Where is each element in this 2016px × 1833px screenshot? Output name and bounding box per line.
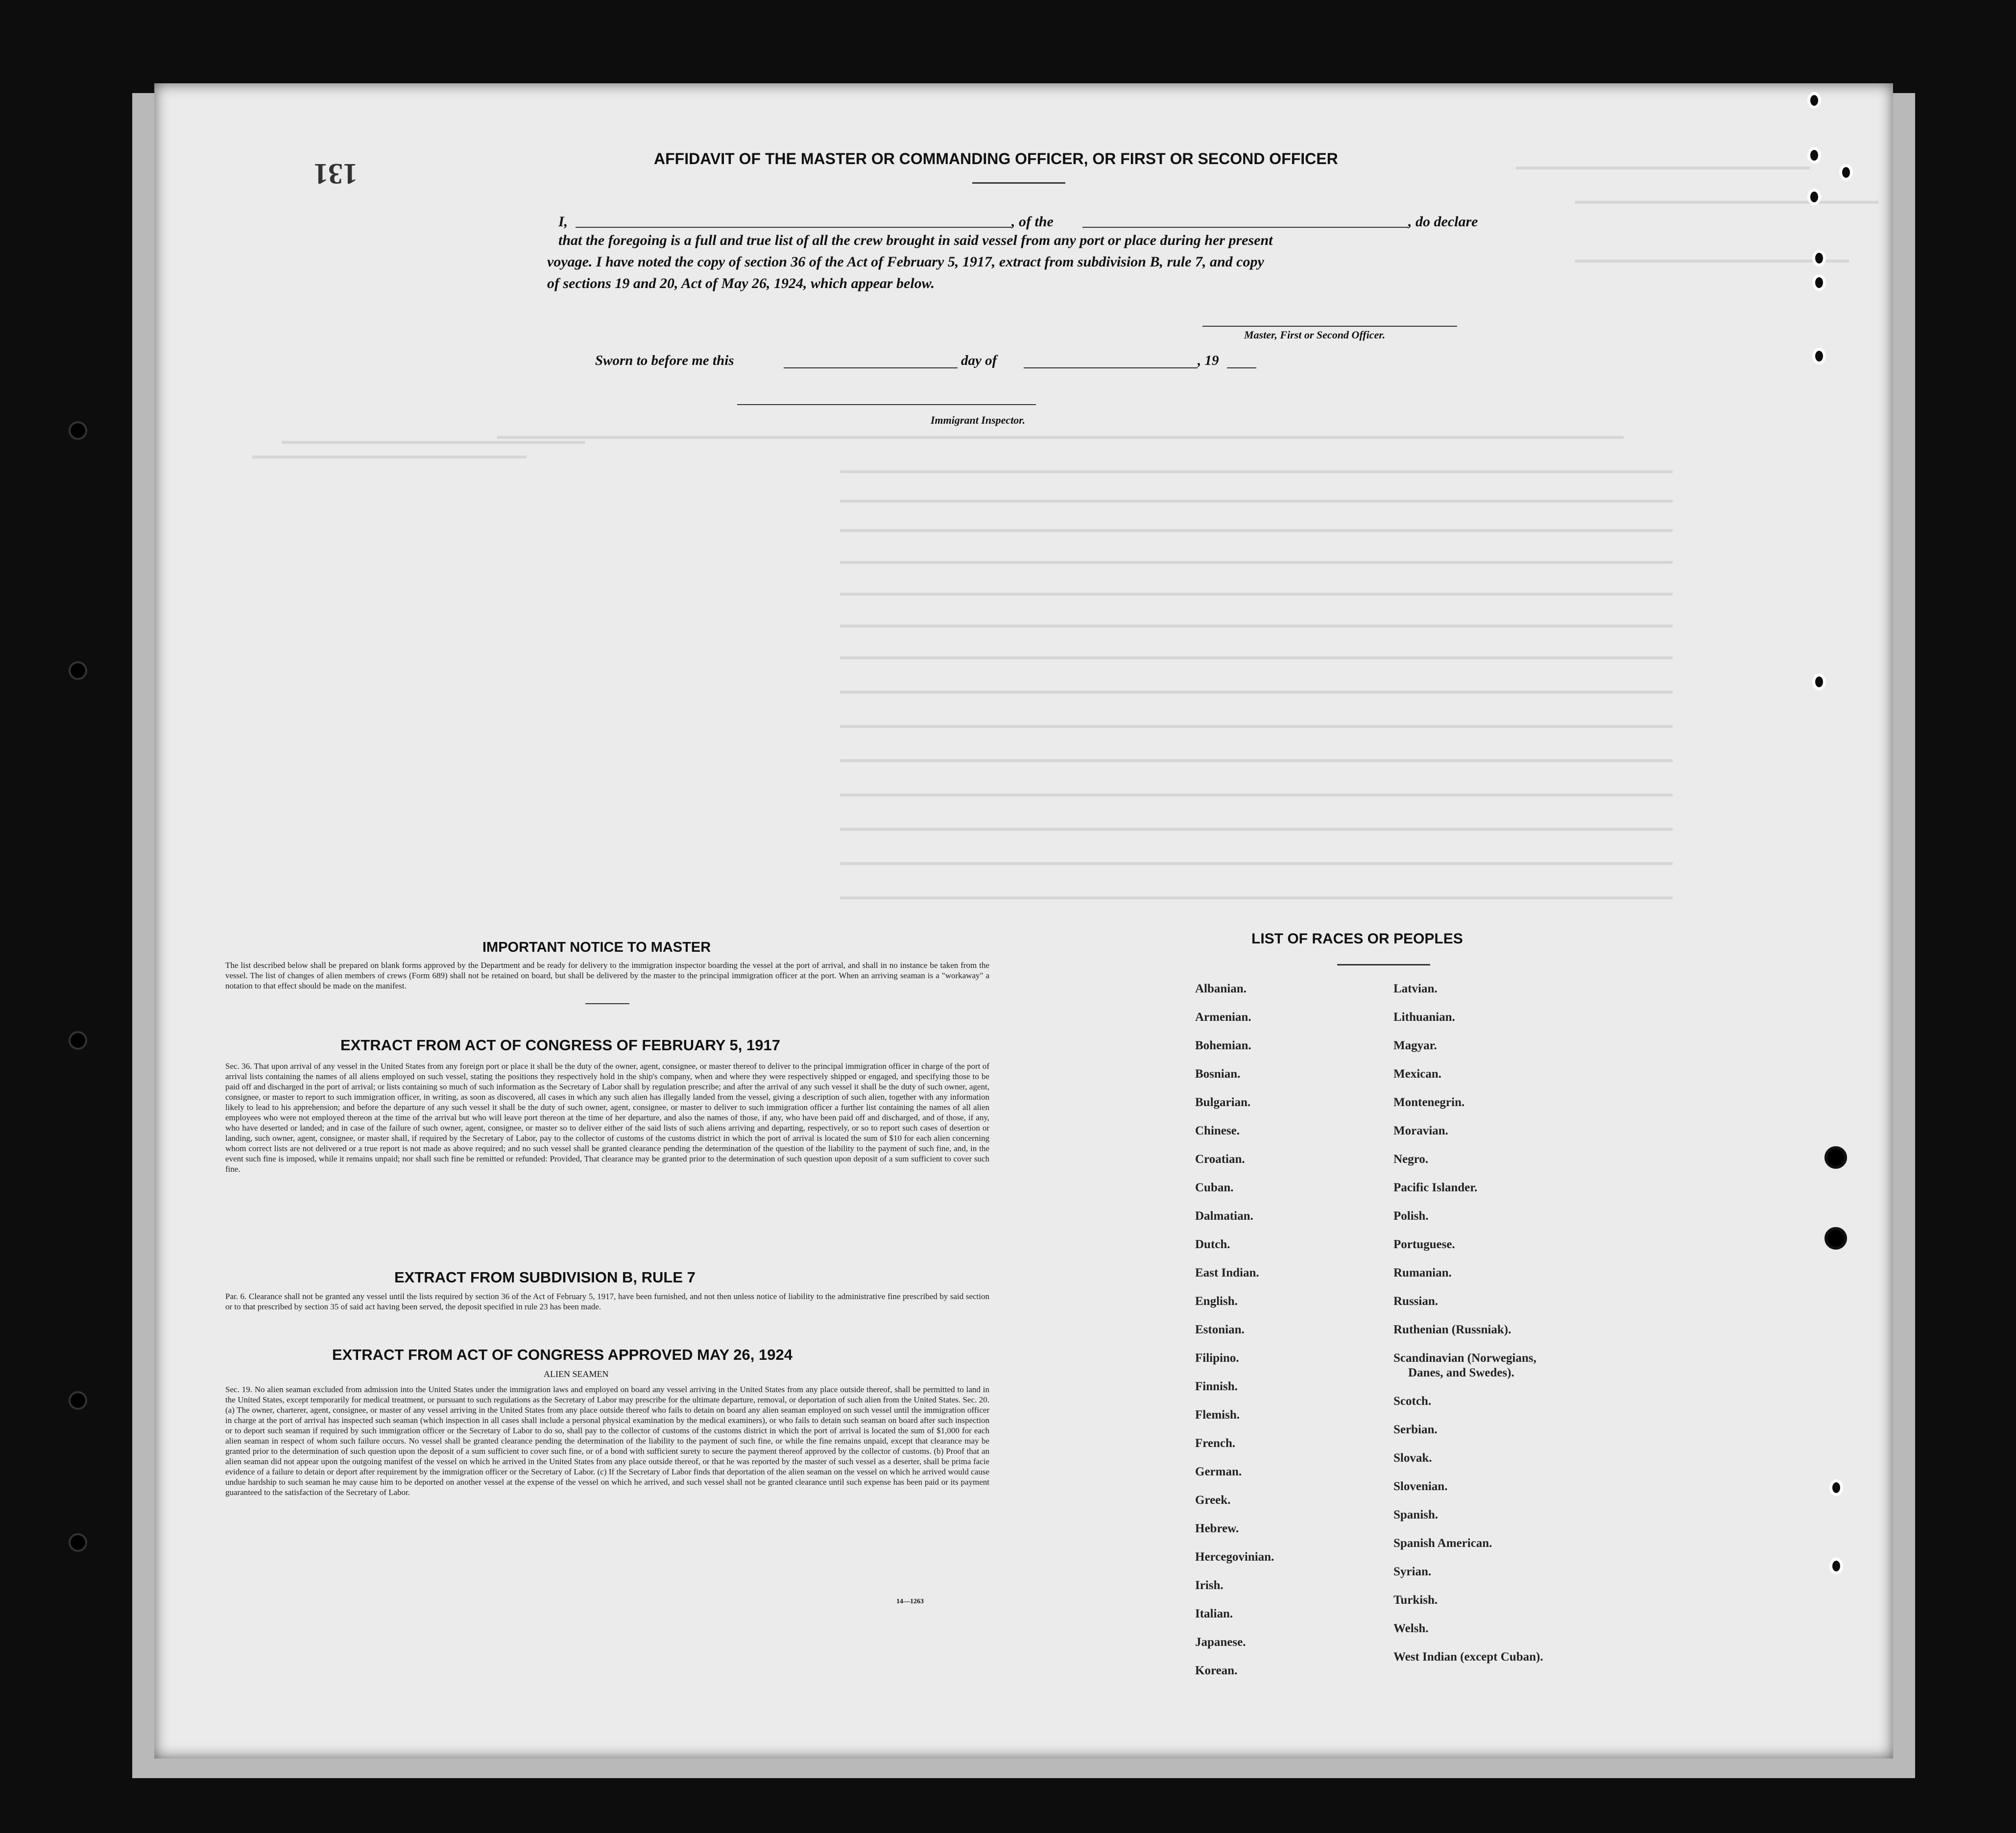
race-item: Scotch. xyxy=(1393,1395,1432,1408)
punch-hole xyxy=(1824,1227,1847,1250)
signature-label: Master, First or Second Officer. xyxy=(1244,329,1386,341)
race-item: Turkish. xyxy=(1393,1593,1438,1607)
sworn-month-blank xyxy=(1024,367,1198,368)
race-item: Hebrew. xyxy=(1195,1522,1239,1535)
race-item: Welsh. xyxy=(1393,1622,1429,1635)
races-column-1 xyxy=(1195,975,1274,1685)
inspector-label: Immigrant Inspector. xyxy=(931,414,1026,426)
affidavit-line-1-end: , do declare xyxy=(1408,214,1478,230)
race-item: Montenegrin. xyxy=(1393,1096,1465,1109)
bleed-through-text xyxy=(154,83,1893,1759)
affidavit-line-1-start: I, xyxy=(558,214,568,230)
extract-rule7-body: Par. 6. Clearance shall not be granted any vessel until the lists required by section 36 of the Act of February 5, 1917, have been furnished, and not then unless notice of liability to the administrative fine prescribed by said section or to that prescribed by section 35 of said act having been served, the deposit specified in rule 23 has been made. xyxy=(225,1292,989,1311)
affidavit-line-4: of sections 19 and 20, Act of May 26, 1924, which appear below. xyxy=(547,275,935,291)
race-item: Slovenian. xyxy=(1393,1480,1448,1493)
race-item: Scandinavian (Norwegians, xyxy=(1393,1351,1536,1365)
extract-rule7-title: EXTRACT FROM SUBDIVISION B, RULE 7 xyxy=(394,1269,696,1286)
race-item: Flemish. xyxy=(1195,1408,1240,1422)
name-blank xyxy=(576,227,1011,228)
punch-hole xyxy=(1812,274,1826,291)
races-column-2 xyxy=(1393,975,1543,1671)
race-item: Dutch. xyxy=(1195,1238,1230,1251)
binder-hole xyxy=(69,1031,87,1050)
race-item: English. xyxy=(1195,1295,1238,1308)
race-item: Korean. xyxy=(1195,1664,1238,1677)
binder-hole xyxy=(69,421,87,440)
race-item: Spanish American. xyxy=(1393,1537,1492,1550)
race-item: Estonian. xyxy=(1195,1323,1245,1336)
title-rule xyxy=(972,182,1065,184)
race-item: Moravian. xyxy=(1393,1124,1448,1137)
race-item: Armenian. xyxy=(1195,1011,1251,1024)
race-item: East Indian. xyxy=(1195,1266,1259,1279)
punch-hole xyxy=(1807,92,1821,109)
punch-hole xyxy=(1812,348,1826,364)
race-item: German. xyxy=(1195,1465,1242,1478)
affidavit-line-2: that the foregoing is a full and true list of all the crew brought in said vessel from any port or place during her present xyxy=(558,232,1273,248)
extract-1917-title: EXTRACT FROM ACT OF CONGRESS OF FEBRUARY 5, 1917 xyxy=(340,1037,780,1054)
binder-hole xyxy=(69,1391,87,1410)
race-item: Pacific Islander. xyxy=(1393,1181,1478,1194)
form-code: 14—1263 xyxy=(896,1598,924,1605)
punch-hole xyxy=(1839,164,1853,181)
race-item: Hercegovinian. xyxy=(1195,1550,1274,1564)
race-item: West Indian (except Cuban). xyxy=(1393,1650,1543,1664)
sworn-day-blank xyxy=(784,367,958,368)
races-rule xyxy=(1337,964,1430,965)
punch-hole xyxy=(1812,674,1826,690)
affidavit-line-3: voyage. I have noted the copy of section 36 of the Act of February 5, 1917, extract from subdivision B, rule 7, and copy xyxy=(547,254,1264,270)
race-item: Lithuanian. xyxy=(1393,1011,1455,1024)
race-item: Irish. xyxy=(1195,1579,1224,1592)
form-page xyxy=(154,83,1893,1759)
race-item: Syrian. xyxy=(1393,1565,1432,1578)
race-item: Bulgarian. xyxy=(1195,1096,1251,1109)
extract-1924-title: EXTRACT FROM ACT OF CONGRESS APPROVED MAY 26, 1924 xyxy=(332,1346,792,1363)
race-item: Spanish. xyxy=(1393,1508,1439,1521)
race-item: Filipino. xyxy=(1195,1351,1239,1365)
race-item: Ruthenian (Russniak). xyxy=(1393,1323,1512,1336)
race-item: Polish. xyxy=(1393,1209,1429,1223)
extract-1917-body: Sec. 36. That upon arrival of any vessel in the United States from any foreign port or place it shall be the duty of the owner, agent, consignee, or master thereof to deliver to the principal immigration officer in charge of the port of arrival lists containing the names of all aliens employed on such vessel, stating the positions they respectively hold in the ship's company, when and where they were respectively shipped or engaged, and specifying those to be paid off and discharged in the port of arrival; or lists containing so much of such information as the Secretary of Labor shall by regulation prescribe; and after the arrival of any such vessel it shall be the duty of such owner, agent, consignee, or master to report to such immigration officer, in writing, as soon as discovered, all cases in which any such alien has illegally landed from the vessel, giving a description of such alien, together with any information likely to lead to his apprehension; and before the departure of any such vessel it shall be the duty of such owner, agent, consignee, or master to deliver to such immigration officer a further list containing the names of all alien employees who were not employed thereon at the time of the arrival but who will leave port thereon at the time of her departure, and also the names of those, if any, who have been paid off and discharged, and of those, if any, who have deserted or landed; and in case of the failure of such owner, agent, consignee, or master so to deliver either of the said lists of such aliens arriving and departing, respectively, or so to report such cases of desertion or landing, such owner, agent, consignee, or master shall, if required by the Secretary of Labor, pay to the collector of customs of the customs district in which the port of arrival is located the sum of $10 for each alien concerning whom correct lists are not delivered or a true report is not made as above required; and no such vessel shall be granted clearance pending the determination of the question of the liability to the payment of such fine, and, in the event such fine is imposed, while it remains unpaid; nor shall such fine be remitted or refunded: Provided, That clearance may be granted prior to the determination of such question upon deposit of a sum sufficient to cover such fine. xyxy=(225,1061,989,1174)
sworn-year-blank xyxy=(1227,367,1256,368)
race-item: Mexican. xyxy=(1393,1067,1441,1081)
race-item: Cuban. xyxy=(1195,1181,1234,1194)
notice-body: The list described below shall be prepared on blank forms approved by the Department and be ready for delivery to the immigration inspector boarding the vessel at the port of arrival, and shall in no instance be taken from the vessel. The list of changes of alien members of crews (Form 689) shall not be retained on board, but shall be delivered by the master to the principal immigration officer at the port. When an arriving seaman is a "workaway" a notation to that effect should be made on the manifest. xyxy=(225,961,989,990)
race-item: Greek. xyxy=(1195,1494,1231,1507)
race-item: Italian. xyxy=(1195,1607,1233,1620)
race-item: Bosnian. xyxy=(1195,1067,1241,1081)
race-item: Danes, and Swedes). xyxy=(1408,1366,1514,1379)
affidavit-title: AFFIDAVIT OF THE MASTER OR COMMANDING OFFICER, OR FIRST OR SECOND OFFICER xyxy=(654,150,1338,168)
race-item: Japanese. xyxy=(1195,1636,1246,1649)
vessel-blank xyxy=(1082,227,1408,228)
race-item: Chinese. xyxy=(1195,1124,1240,1137)
extract-1924-body: Sec. 19. No alien seaman excluded from admission into the United States under the immigration laws and employed on board any vessel arriving in the United States from any place outside thereof, shall be permitted to land in the United States, except temporarily for medical treatment, or pursuant to such regulations as the Secretary of Labor may prescribe for the ultimate departure, removal, or deportation of such alien from the United States. Sec. 20. (a) The owner, charterer, agent, consignee, or master of any vessel arriving in the United States from any place outside thereof who fails to detain on board any alien seaman employed on such vessel until the immigration officer in charge at the port of arrival has inspected such seaman (which inspection in all cases shall include a personal physical examination by the medical examiners), or who fails to detain such seaman on board after such inspection or to deport such seaman if required by such immigration officer or the Secretary of Labor to do so, shall pay to the collector of customs of the customs district in which the port of arrival is located the sum of $1,000 for each alien seaman in respect of whom such failure occurs. No vessel shall be granted clearance pending the determination of the liability to the payment of such fine, or while the fine remains unpaid, except that clearance may be granted prior to the determination of such question upon the deposit of a sum sufficient to cover such fine, or of a bond with sufficient surety to secure the payment thereof approved by the collector of customs. (b) Proof that an alien seaman did not appear upon the outgoing manifest of the vessel on which he arrived in the United States from any place outside thereof, or that he was reported by the master of such vessel as a deserter, shall be prima facie evidence of a failure to detain or deport after requirement by the immigration officer or the Secretary of Labor. (c) If the Secretary of Labor finds that deportation of the alien seaman on the vessel on which he arrived would cause undue hardship to such seaman he may cause him to be deported on another vessel at the expense of the vessel on which he arrived, and such vessel shall not be granted clearance until such expense has been paid or its payment guaranteed to the satisfaction of the Secretary of Labor. xyxy=(225,1385,989,1497)
punch-hole xyxy=(1807,189,1821,205)
race-item: Negro. xyxy=(1393,1153,1429,1166)
race-item: Magyar. xyxy=(1393,1039,1437,1052)
sworn-year-prefix: , 19 xyxy=(1198,353,1219,368)
punch-hole xyxy=(1824,1146,1847,1169)
inspector-line xyxy=(737,404,1036,405)
race-item: Croatian. xyxy=(1195,1153,1245,1166)
race-item: Slovak. xyxy=(1393,1451,1432,1465)
extract-1924-subtitle: ALIEN SEAMEN xyxy=(544,1369,609,1379)
page-number: 131 xyxy=(313,158,358,190)
binder-hole xyxy=(69,1533,87,1552)
race-item: Portuguese. xyxy=(1393,1238,1455,1251)
signature-line xyxy=(1202,326,1457,327)
notice-rule xyxy=(585,1003,629,1004)
punch-hole xyxy=(1807,147,1821,164)
race-item: Latvian. xyxy=(1393,982,1438,995)
notice-title: IMPORTANT NOTICE TO MASTER xyxy=(482,940,711,955)
races-title: LIST OF RACES OR PEOPLES xyxy=(1251,931,1463,947)
race-item: Bohemian. xyxy=(1195,1039,1251,1052)
binder-hole xyxy=(69,661,87,680)
race-item: Serbian. xyxy=(1393,1423,1438,1436)
race-item: Rumanian. xyxy=(1393,1266,1452,1279)
punch-hole xyxy=(1812,250,1826,266)
race-item: French. xyxy=(1195,1437,1236,1450)
sworn-text: Sworn to before me this xyxy=(595,353,734,368)
punch-hole xyxy=(1829,1558,1843,1574)
sworn-day-of: day of xyxy=(961,353,997,368)
affidavit-line-1-mid: , of the xyxy=(1011,214,1054,230)
race-item: Dalmatian. xyxy=(1195,1209,1253,1223)
race-item: Albanian. xyxy=(1195,982,1247,995)
punch-hole xyxy=(1829,1479,1843,1496)
race-item: Finnish. xyxy=(1195,1380,1238,1393)
race-item: Russian. xyxy=(1393,1295,1439,1308)
